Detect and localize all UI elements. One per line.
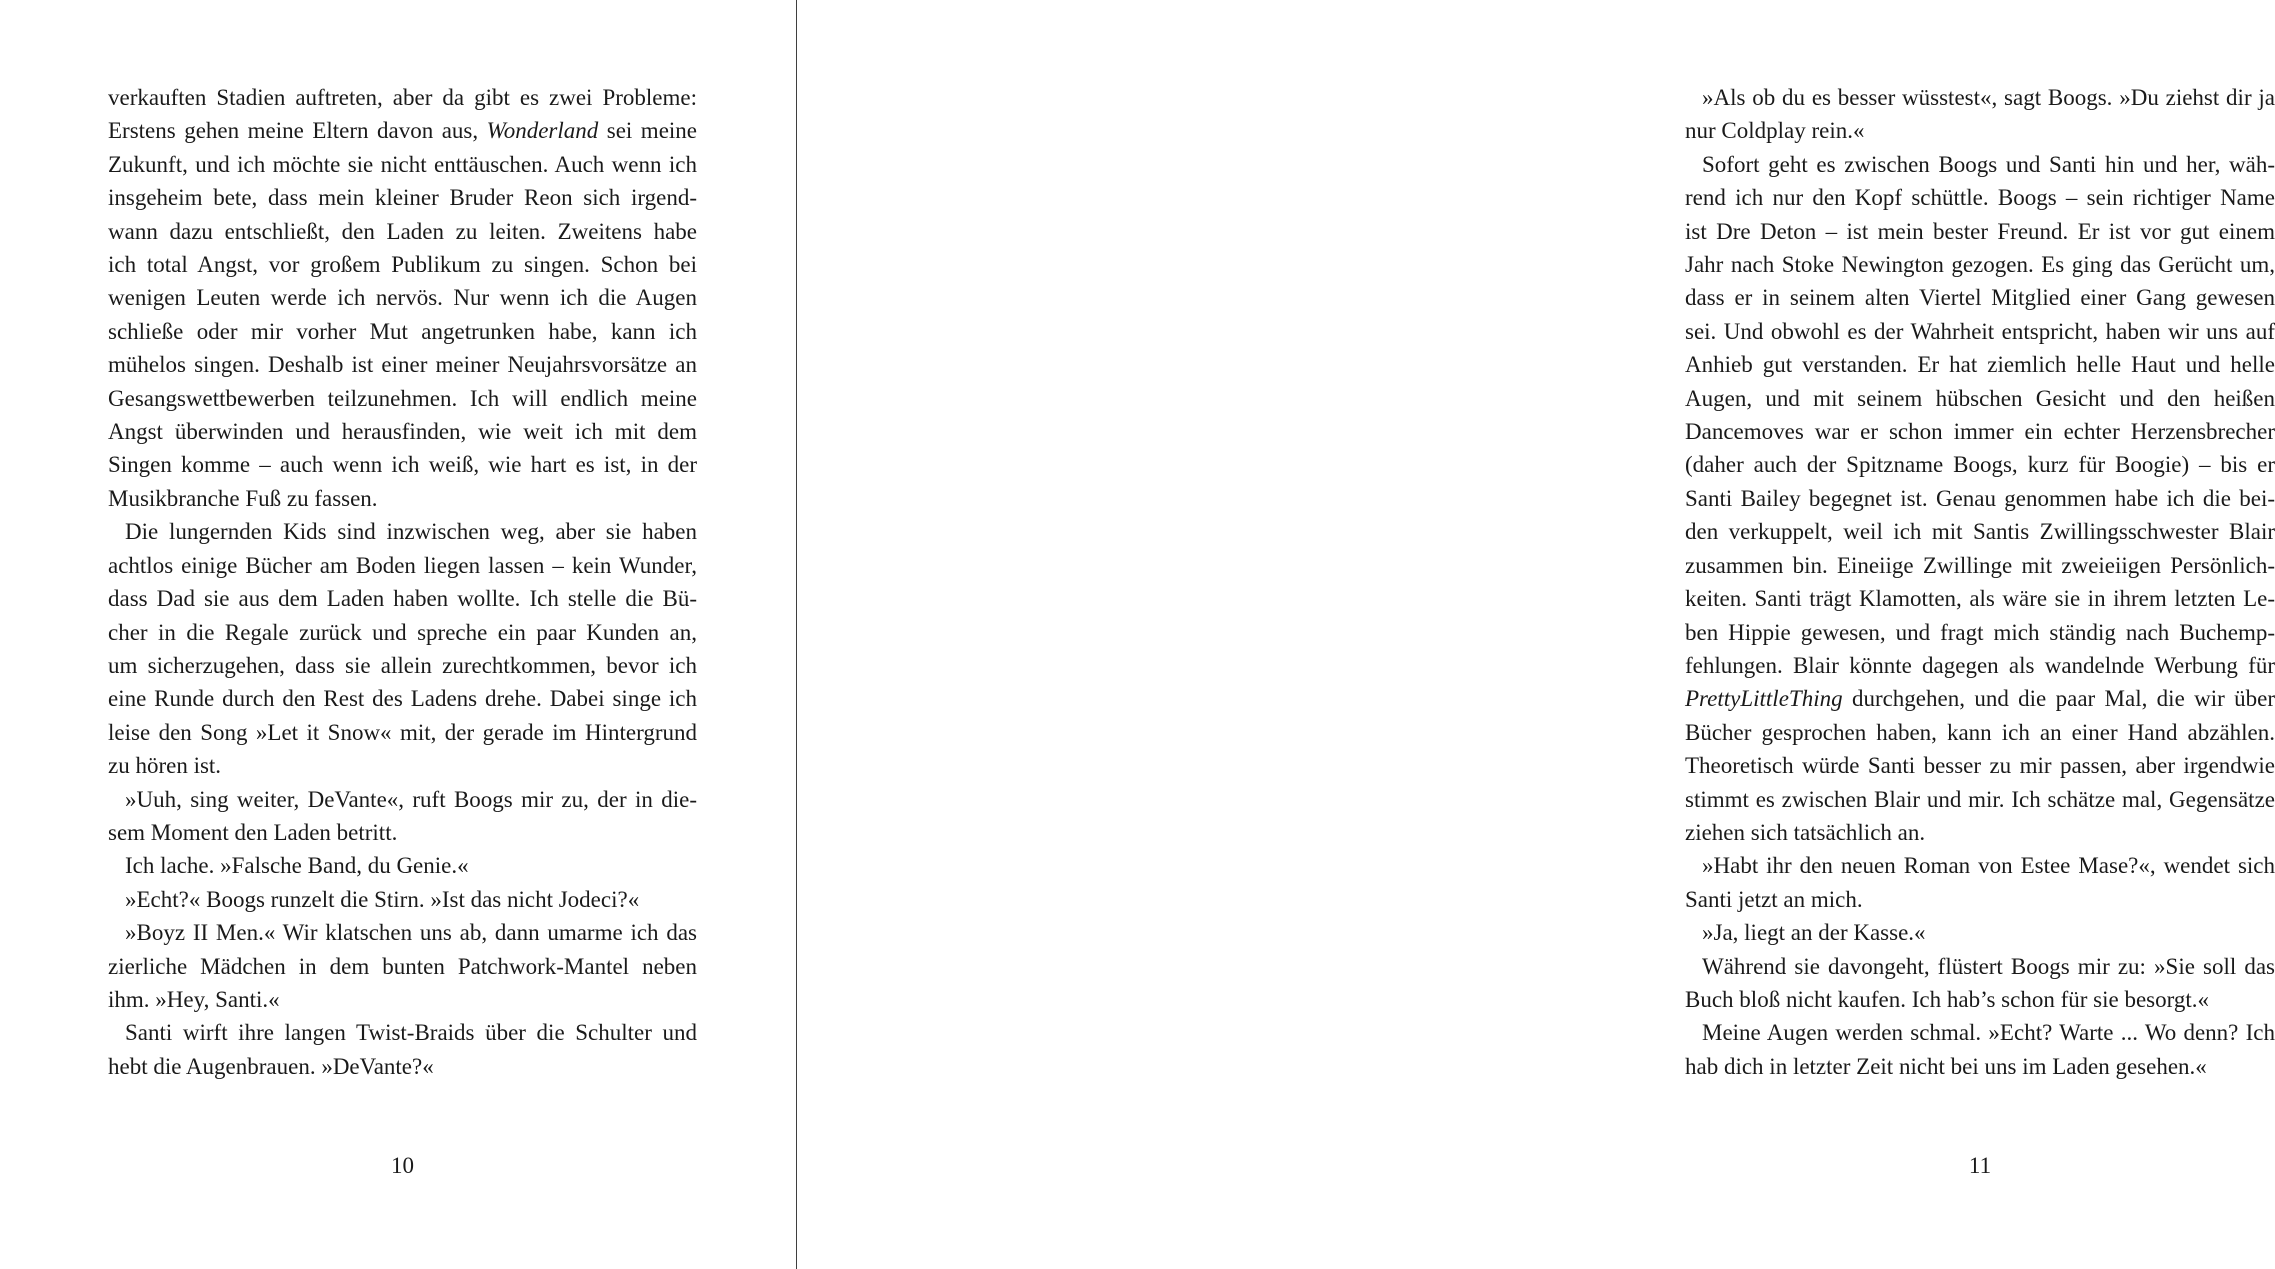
text-segment: Santi wirft ihre langen Twist-Braids über die Schulter und <box>125 1020 697 1046</box>
text-line <box>108 716 697 749</box>
text-line <box>108 114 697 147</box>
text-line <box>108 448 697 481</box>
text-segment: dass er in seinem alten Viertel Mitglied einer Gang gewesen <box>1685 285 2275 311</box>
text-line <box>108 515 697 548</box>
text-segment: Sofort geht es zwischen Boogs und Santi hin und her, wäh- <box>1702 151 2275 177</box>
text-segment: Augen, und mit seinem hübschen Gesicht und den heißen <box>1685 385 2275 411</box>
text-segment: achtlos einige Bücher am Boden liegen lassen – kein Wunder, <box>108 552 697 578</box>
text-line <box>1685 682 2275 715</box>
text-segment: insgeheim bete, dass mein kleiner Bruder Reon sich irgend- <box>108 185 697 211</box>
text-segment: um sicherzugehen, dass sie allein zurechtkommen, bevor ich <box>108 652 697 678</box>
text-line <box>1685 883 2275 916</box>
text-line <box>1685 281 2275 314</box>
text-segment: ist Dre Deton – ist mein bester Freund. Er ist vor gut einem <box>1685 218 2275 244</box>
text-line <box>1685 482 2275 515</box>
page-number-left: 10 <box>391 1153 414 1178</box>
text-segment: ziehen sich tatsächlich an. <box>1685 819 1926 845</box>
text-line <box>108 1016 697 1049</box>
text-segment: rend ich nur den Kopf schüttle. Boogs – sein richtiger Name <box>1685 185 2275 211</box>
text-line <box>108 1050 697 1083</box>
page-number-right: 11 <box>1968 1153 1992 1178</box>
text-segment: fehlungen. Blair könnte dagegen als wandelnde Werbung für <box>1685 652 2275 678</box>
text-segment: zu hören ist. <box>108 753 222 779</box>
text-line <box>1685 148 2275 181</box>
text-line <box>108 849 697 882</box>
text-line <box>1685 783 2275 816</box>
right-page-text <box>1685 81 2275 1083</box>
text-line <box>108 482 697 515</box>
text-segment: »Ja, liegt an der Kasse.« <box>1702 920 1926 946</box>
text-segment: Während sie davongeht, flüstert Boogs mir zu: »Sie soll das <box>1702 953 2275 979</box>
text-line <box>108 950 697 983</box>
text-line <box>1685 849 2275 882</box>
page-right <box>797 0 2275 1269</box>
text-segment: Zukunft, und ich möchte sie nicht enttäuschen. Auch wenn ich <box>108 151 697 177</box>
text-segment: keiten. Santi trägt Klamotten, als wäre sie in ihrem letzten Le- <box>1685 586 2275 612</box>
text-line <box>1685 916 2275 949</box>
text-segment: ich total Angst, vor großem Publikum zu singen. Schon bei <box>108 252 697 278</box>
text-line <box>1685 215 2275 248</box>
left-page-text <box>108 81 697 1083</box>
text-line <box>1685 950 2275 983</box>
text-segment: hab dich in letzter Zeit nicht bei uns im Laden gesehen.« <box>1685 1053 2207 1079</box>
text-segment: Singen komme – auch wenn ich weiß, wie hart es ist, in der <box>108 452 697 478</box>
italic-text-segment: Wonderland <box>486 118 599 144</box>
text-segment: Anhieb gut verstanden. Er hat ziemlich helle Haut und helle <box>1685 352 2275 378</box>
text-line <box>108 883 697 916</box>
text-segment: Santi jetzt an mich. <box>1685 886 1863 912</box>
text-line <box>108 783 697 816</box>
text-line <box>108 582 697 615</box>
text-segment: Gesangswettbewerben teilzunehmen. Ich will endlich meine <box>108 385 697 411</box>
text-line <box>1685 1050 2275 1083</box>
text-line <box>1685 983 2275 1016</box>
text-line <box>1685 315 2275 348</box>
text-segment: »Habt ihr den neuen Roman von Estee Mase?«, wendet sich <box>1702 853 2275 879</box>
text-line <box>1685 816 2275 849</box>
text-segment: zierliche Mädchen in dem bunten Patchwork-Mantel neben <box>108 953 697 979</box>
text-segment: Erstens gehen meine Eltern davon aus, <box>108 118 487 144</box>
text-line <box>108 983 697 1016</box>
text-segment: sei. Und obwohl es der Wahrheit entspricht, haben wir uns auf <box>1685 318 2275 344</box>
text-line <box>1685 348 2275 381</box>
text-segment: Bücher gesprochen haben, kann ich an einer Hand abzählen. <box>1685 719 2275 745</box>
text-segment: (daher auch der Spitzname Boogs, kurz für Boogie) – bis er <box>1685 452 2275 478</box>
text-segment: Die lungernden Kids sind inzwischen weg, aber sie haben <box>125 519 697 545</box>
text-segment: den verkuppelt, weil ich mit Santis Zwillingsschwester Blair <box>1685 519 2275 545</box>
text-line <box>1685 114 2275 147</box>
text-segment: Meine Augen werden schmal. »Echt? Warte ... Wo denn? Ich <box>1702 1020 2275 1046</box>
text-line <box>108 315 697 348</box>
text-line <box>1685 515 2275 548</box>
text-line <box>1685 448 2275 481</box>
text-segment: Santi Bailey begegnet ist. Genau genommen habe ich die bei- <box>1685 485 2275 511</box>
text-segment: dass Dad sie aus dem Laden haben wollte. Ich stelle die Bü- <box>108 586 697 612</box>
text-segment: wann dazu entschließt, den Laden zu leiten. Zweitens habe <box>108 218 697 244</box>
text-line <box>108 181 697 214</box>
text-line <box>108 549 697 582</box>
text-line <box>108 382 697 415</box>
text-line <box>108 81 697 114</box>
text-line <box>108 348 697 381</box>
text-line <box>108 616 697 649</box>
text-line <box>1685 649 2275 682</box>
text-segment: »Als ob du es besser wüsstest«, sagt Boogs. »Du ziehst dir ja <box>1702 85 2275 110</box>
page-left <box>0 0 796 1269</box>
text-segment: eine Runde durch den Rest des Ladens drehe. Dabei singe ich <box>108 686 697 712</box>
italic-text-segment: PrettyLittleThing <box>1685 686 1843 712</box>
text-segment: zusammen bin. Eineiige Zwillinge mit zweieiigen Persönlich- <box>1685 552 2275 578</box>
text-line <box>108 749 697 782</box>
text-segment: Dancemoves war er schon immer ein echter Herzensbrecher <box>1685 419 2275 445</box>
text-segment: »Echt?« Boogs runzelt die Stirn. »Ist das nicht Jodeci?« <box>125 886 640 912</box>
text-segment: sei meine <box>598 118 697 144</box>
text-segment: hebt die Augenbrauen. »DeVante?« <box>108 1053 434 1079</box>
text-segment: ihm. »Hey, Santi.« <box>108 986 280 1012</box>
text-line <box>1685 582 2275 615</box>
text-line <box>108 215 697 248</box>
text-line <box>108 816 697 849</box>
text-segment: Musikbranche Fuß zu fassen. <box>108 485 378 511</box>
text-line <box>108 649 697 682</box>
text-line <box>1685 382 2275 415</box>
text-line <box>108 682 697 715</box>
text-line <box>1685 716 2275 749</box>
text-segment: mühelos singen. Deshalb ist einer meiner Neujahrsvorsätze an <box>108 352 697 378</box>
text-line <box>1685 749 2275 782</box>
text-line <box>108 148 697 181</box>
text-segment: Buch bloß nicht kaufen. Ich hab’s schon für sie besorgt.« <box>1685 986 2209 1012</box>
text-line <box>1685 248 2275 281</box>
text-segment: Theoretisch würde Santi besser zu mir passen, aber irgendwie <box>1685 753 2275 779</box>
text-line <box>108 415 697 448</box>
text-line <box>1685 181 2275 214</box>
text-segment: schließe oder mir vorher Mut angetrunken habe, kann ich <box>108 318 697 344</box>
text-segment: ben Hippie gewesen, und fragt mich ständig nach Buchemp- <box>1685 619 2275 645</box>
text-segment: wenigen Leuten werde ich nervös. Nur wenn ich die Augen <box>108 285 697 311</box>
text-line <box>1685 415 2275 448</box>
text-segment: sem Moment den Laden betritt. <box>108 819 398 845</box>
text-segment: Ich lache. »Falsche Band, du Genie.« <box>125 853 469 879</box>
text-segment: »Boyz II Men.« Wir klatschen uns ab, dann umarme ich das <box>125 920 697 946</box>
text-line <box>1685 1016 2275 1049</box>
text-line <box>1685 81 2275 114</box>
text-segment: Jahr nach Stoke Newington gezogen. Es ging das Gerücht um, <box>1685 252 2275 278</box>
text-line <box>108 281 697 314</box>
text-line <box>108 248 697 281</box>
text-segment: durchgehen, und die paar Mal, die wir über <box>1842 686 2275 712</box>
text-segment: cher in die Regale zurück und spreche ein paar Kunden an, <box>108 619 697 645</box>
text-line <box>1685 549 2275 582</box>
text-segment: »Uuh, sing weiter, DeVante«, ruft Boogs mir zu, der in die- <box>125 786 697 812</box>
text-line <box>1685 616 2275 649</box>
text-line <box>108 916 697 949</box>
text-segment: verkauften Stadien auftreten, aber da gibt es zwei Probleme: <box>108 85 697 110</box>
text-segment: nur Coldplay rein.« <box>1685 118 1865 144</box>
text-segment: stimmt es zwischen Blair und mir. Ich schätze mal, Gegensätze <box>1685 786 2275 812</box>
text-segment: leise den Song »Let it Snow« mit, der gerade im Hintergrund <box>108 719 697 745</box>
text-segment: Angst überwinden und herausfinden, wie weit ich mit dem <box>108 419 697 445</box>
